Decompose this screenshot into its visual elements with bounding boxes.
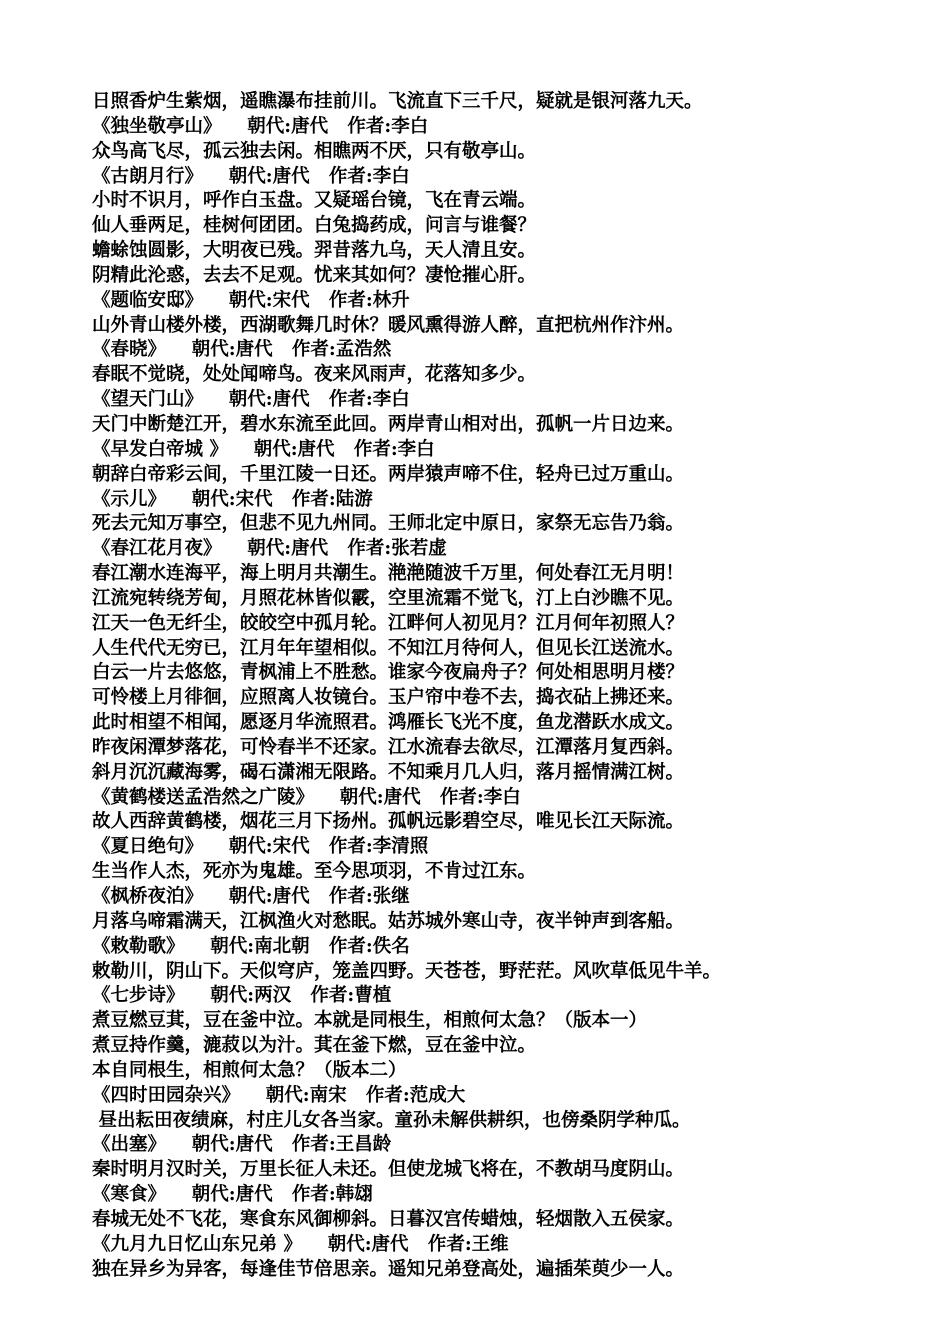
text-line: 《望天门山》 朝代:唐代 作者:李白 bbox=[92, 389, 410, 411]
text-line: 春城无处不飞花，寒食东风御柳斜。日暮汉宫传蜡烛，轻烟散入五侯家。 bbox=[92, 1208, 685, 1230]
document-body bbox=[92, 90, 932, 1283]
text-line: 《九月九日忆山东兄弟 》 朝代:唐代 作者:王维 bbox=[92, 1233, 509, 1255]
text-line: 白云一片去悠悠，青枫浦上不胜愁。谁家今夜扁舟子？何处相思明月楼？ bbox=[92, 662, 685, 684]
text-line: 《出塞》 朝代:唐代 作者:王昌龄 bbox=[92, 1134, 392, 1156]
text-line: 人生代代无穷已，江月年年望相似。不知江月待何人，但见长江送流水。 bbox=[92, 637, 685, 659]
text-line: 江流宛转绕芳甸，月照花林皆似霰，空里流霜不觉飞，汀上白沙瞧不见。 bbox=[92, 587, 685, 609]
text-line: 《春江花月夜》 朝代:唐代 作者:张若虚 bbox=[92, 538, 447, 560]
text-line: 敕勒川，阴山下。天似穹庐，笼盖四野。天苍苍，野茫茫。风吹草低见牛羊。 bbox=[92, 960, 722, 982]
text-line: 江天一色无纤尘，皎皎空中孤月轮。江畔何人初见月？江月何年初照人？ bbox=[92, 612, 685, 634]
text-line: 《春晓》 朝代:唐代 作者:孟浩然 bbox=[92, 339, 392, 361]
text-line: 独在异乡为异客，每逢佳节倍思亲。遥知兄弟登高处，遍插茱萸少一人。 bbox=[92, 1258, 685, 1280]
text-line: 生当作人杰，死亦为鬼雄。至今思项羽，不肯过江东。 bbox=[92, 861, 537, 883]
text-line: 月落乌啼霜满天，江枫渔火对愁眠。姑苏城外寒山寺，夜半钟声到客船。 bbox=[92, 910, 685, 932]
text-line: 《七步诗》 朝代:两汉 作者:曹植 bbox=[92, 985, 392, 1007]
text-line: 此时相望不相闻，愿逐月华流照君。鸿雁长飞光不度，鱼龙潜跃水成文。 bbox=[92, 712, 685, 734]
text-line: 死去元知万事空，但悲不见九州同。王师北定中原日，家祭无忘告乃翁。 bbox=[92, 513, 685, 535]
text-line: 《题临安邸》 朝代:宋代 作者:林升 bbox=[92, 289, 410, 311]
text-line: 煮豆燃豆萁，豆在釜中泣。本就是同根生，相煎何太急？（版本一） bbox=[92, 1010, 648, 1032]
text-line: 《敕勒歌》 朝代:南北朝 作者:佚名 bbox=[92, 935, 410, 957]
text-line: 众鸟高飞尽，孤云独去闲。相瞧两不厌，只有敬亭山。 bbox=[92, 140, 537, 162]
text-line: 昨夜闲潭梦落花，可怜春半不还家。江水流春去欲尽，江潭落月复西斜。 bbox=[92, 736, 685, 758]
text-line: 阴精此沦惑，去去不足观。忧来其如何？凄怆摧心肝。 bbox=[92, 264, 537, 286]
text-line: 本自同根生，相煎何太急？（版本二） bbox=[92, 1059, 407, 1081]
text-line: 仙人垂两足，桂树何团团。白兔捣药成，问言与谁餐？ bbox=[92, 215, 537, 237]
text-line: 故人西辞黄鹤楼，烟花三月下扬州。孤帆远影碧空尽，唯见长江天际流。 bbox=[92, 811, 685, 833]
text-line: 《夏日绝句》 朝代:宋代 作者:李清照 bbox=[92, 836, 429, 858]
text-line: 煮豆持作羹，漉菽以为汁。萁在釜下燃，豆在釜中泣。 bbox=[92, 1035, 537, 1057]
text-line: 昼出耘田夜绩麻，村庄儿女各当家。童孙未解供耕织，也傍桑阴学种瓜。 bbox=[92, 1109, 691, 1131]
text-line: 《独坐敬亭山》 朝代:唐代 作者:李白 bbox=[92, 115, 429, 137]
text-line: 小时不识月，呼作白玉盘。又疑瑶台镜，飞在青云端。 bbox=[92, 190, 537, 212]
text-line: 朝辞白帝彩云间，千里江陵一日还。两岸猿声啼不住，轻舟已过万重山。 bbox=[92, 463, 685, 485]
text-line: 《四时田园杂兴》 朝代:南宋 作者:范成大 bbox=[92, 1084, 466, 1106]
text-line: 斜月沉沉藏海雾，碣石潇湘无限路。不知乘月几人归，落月摇情满江树。 bbox=[92, 761, 685, 783]
text-line: 《早发白帝城 》 朝代:唐代 作者:李白 bbox=[92, 438, 435, 460]
text-line: 春眠不觉晓，处处闻啼鸟。夜来风雨声，花落知多少。 bbox=[92, 364, 537, 386]
text-line: 秦时明月汉时关，万里长征人未还。但使龙城飞将在，不教胡马度阴山。 bbox=[92, 1159, 685, 1181]
text-line: 日照香炉生紫烟，遥瞧瀑布挂前川。飞流直下三千尺，疑就是银河落九天。 bbox=[92, 91, 703, 112]
text-line: 《黄鹤楼送孟浩然之广陵》 朝代:唐代 作者:李白 bbox=[92, 786, 521, 808]
text-line: 春江潮水连海平，海上明月共潮生。滟滟随波千万里，何处春江无月明！ bbox=[92, 563, 685, 585]
text-line: 《古朗月行》 朝代:唐代 作者:李白 bbox=[92, 165, 410, 187]
text-line: 《枫桥夜泊》 朝代:唐代 作者:张继 bbox=[92, 886, 410, 907]
text-line: 山外青山楼外楼，西湖歌舞几时休？暖风熏得游人醉，直把杭州作汴州。 bbox=[92, 314, 685, 336]
text-line: 《寒食》 朝代:唐代 作者:韩翃 bbox=[92, 1184, 373, 1206]
text-line: 蟾蜍蚀圆影，大明夜已残。羿昔落九乌，天人清且安。 bbox=[92, 240, 537, 262]
text-line: 天门中断楚江开，碧水东流至此回。两岸青山相对出，孤帆一片日边来。 bbox=[92, 413, 685, 435]
text-line: 《示儿》 朝代:宋代 作者:陆游 bbox=[92, 488, 373, 510]
text-line: 可怜楼上月徘徊，应照离人妆镜台。玉户帘中卷不去，捣衣砧上拂还来。 bbox=[92, 687, 685, 709]
